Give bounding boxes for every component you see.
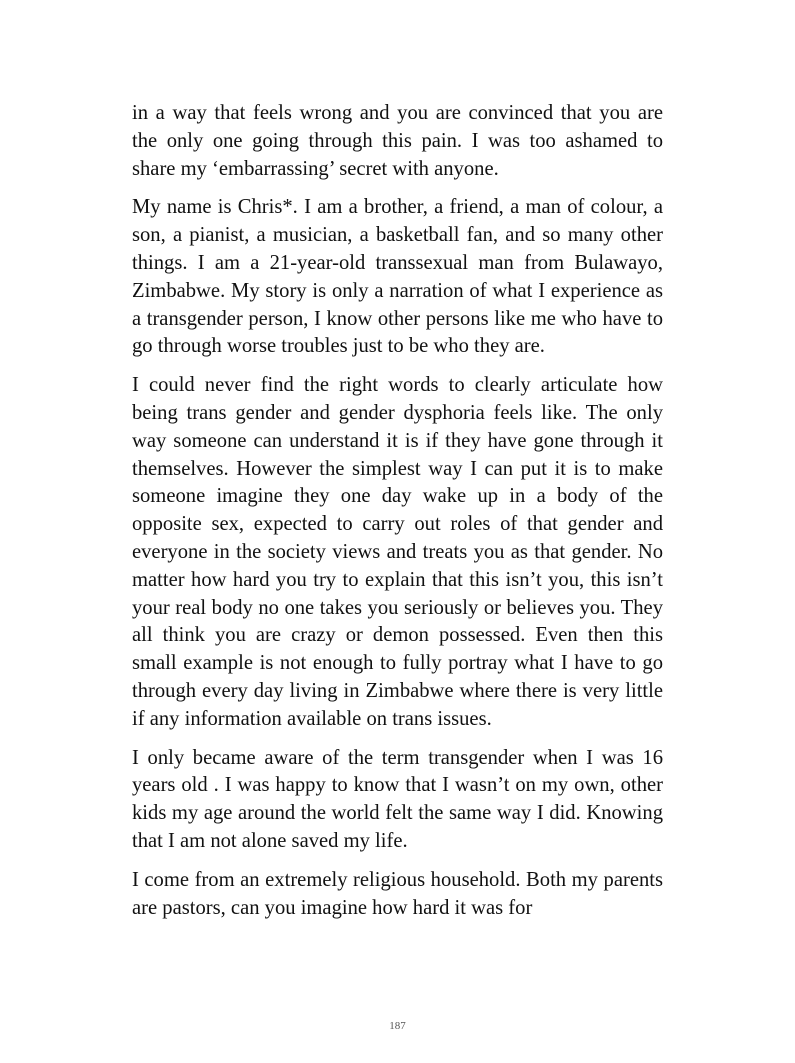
paragraph-3: I could never find the right words to clearly articulate how being trans gender and gender dysphoria feels like. The only way someone can understand it is if they have gone through it themselves. However the simplest way I can put it is to make someone imagine they one day wake up in a body of the opposite sex, expected to carry out roles of that gender and everyone in the society views and treats you as that gender. No matter how hard you try to explain that this isn’t you, this isn’t your real body no one takes you seriously or believes you. They all think you are crazy or demon possessed. Even then this small example is not enough to fully portray what I have to go through every day living in Zimbabwe where there is very little if any information available on trans issues. bbox=[132, 374, 663, 730]
paragraph-5: I come from an extremely religious household. Both my parents are pastors, can you imagine how hard it was for bbox=[132, 868, 663, 919]
paragraph-2: My name is Chris*. I am a brother, a friend, a man of colour, a son, a pianist, a musician, a basketball fan, and so many other things. I am a 21-year-old transsexual man from Bulawayo, Zimbabwe. My story is only a narration of what I experience as a transgender person, I know other persons like me who have to go through worse troubles just to be who they are. bbox=[132, 196, 663, 358]
paragraph-1: in a way that feels wrong and you are convinced that you are the only one going through this pain. I was too ashamed to share my ‘embarrassing’ secret with anyone. bbox=[132, 102, 663, 180]
page-number: 187 bbox=[389, 1020, 406, 1032]
paragraph-4: I only became aware of the term transgender when I was 16 years old . I was happy to know that I wasn’t on my own, other kids my age around the world felt the same way I did. Knowing that I am not alone saved my life. bbox=[132, 746, 663, 852]
body-text bbox=[132, 100, 663, 933]
